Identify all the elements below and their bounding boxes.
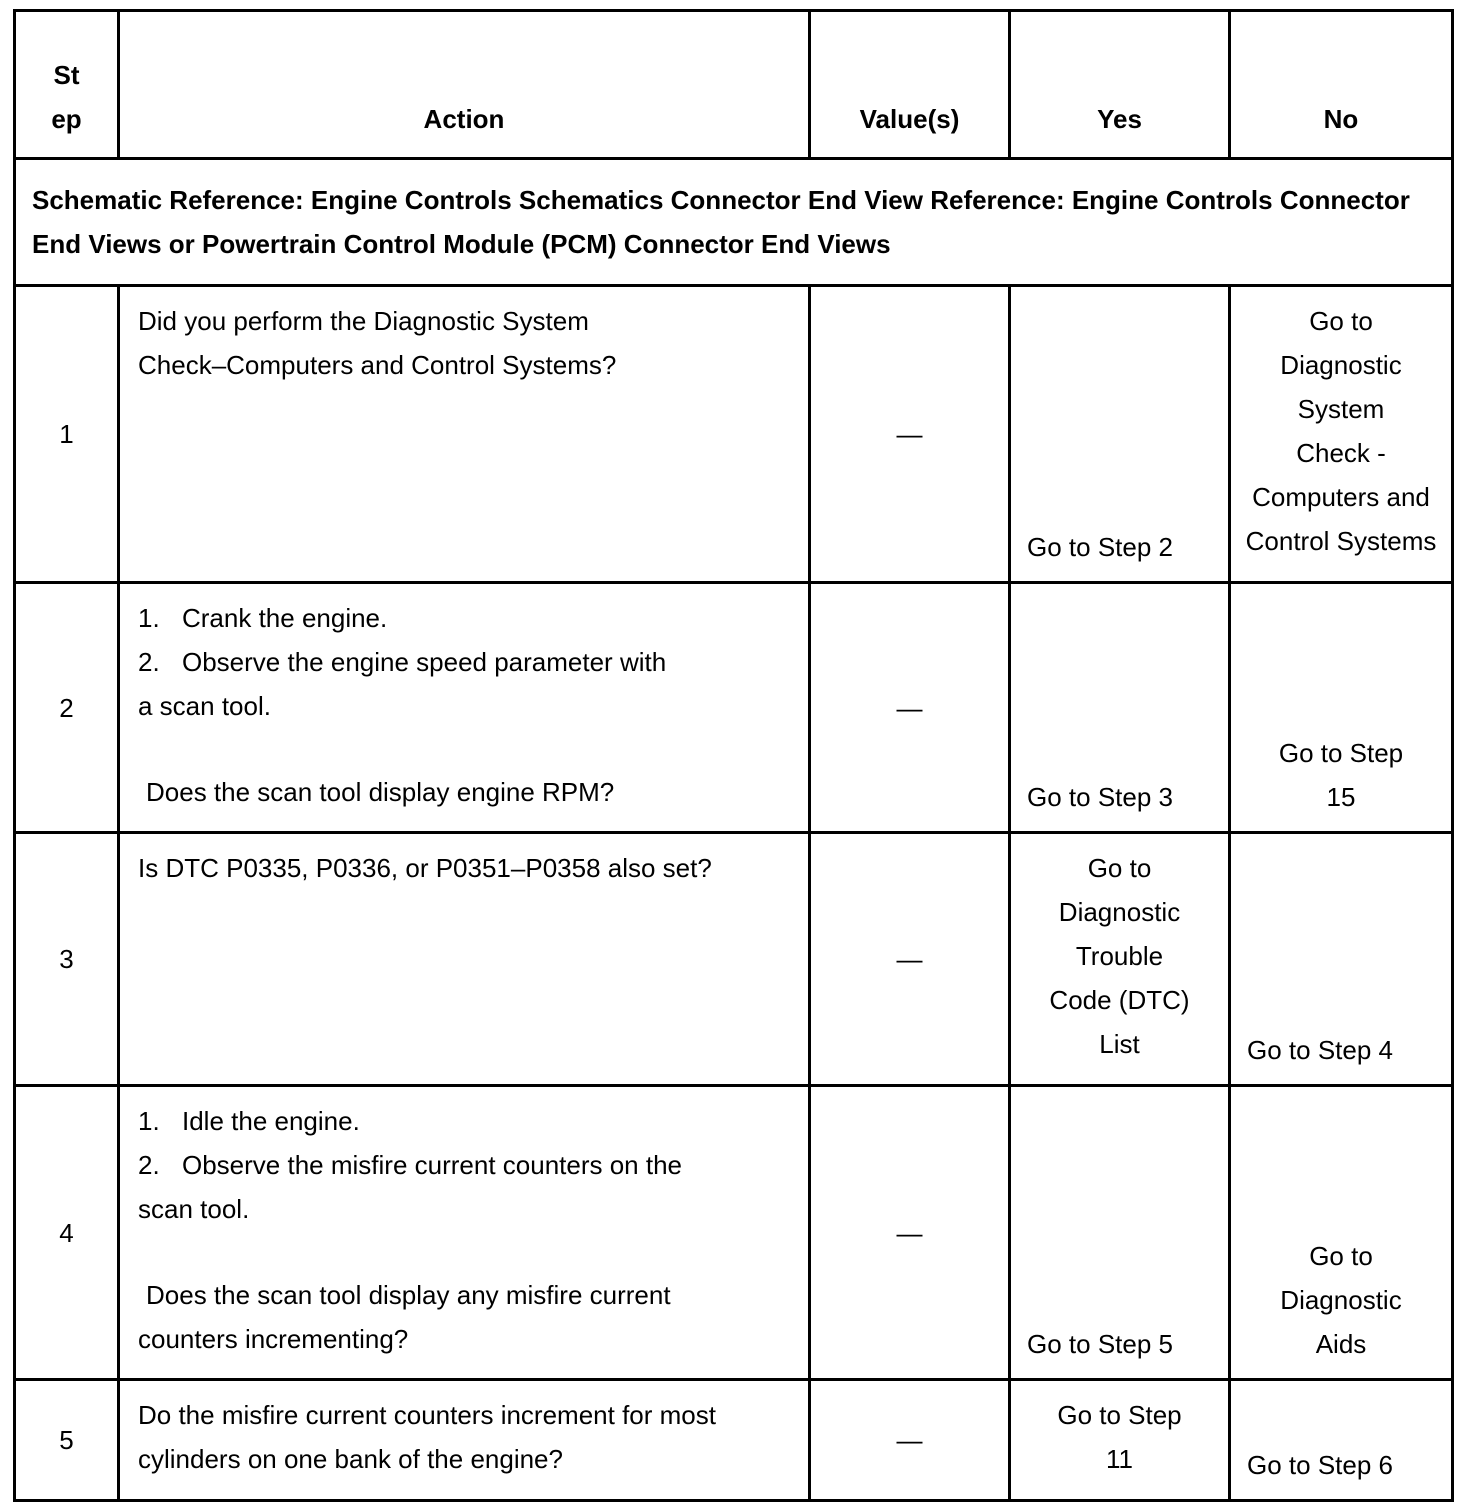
- step-number: 2: [15, 583, 119, 833]
- table-row: [15, 583, 1453, 833]
- no-cell: Go to Step 4: [1230, 833, 1453, 1086]
- action-cell: [119, 286, 810, 583]
- table-row: [15, 833, 1453, 1086]
- value-cell: —: [810, 286, 1010, 583]
- header-yes: Yes: [1010, 11, 1230, 159]
- action-list-continuation: a scan tool.: [138, 691, 271, 721]
- action-list-item: 2. Observe the engine speed parameter with: [138, 647, 667, 677]
- header-action: Action: [119, 11, 810, 159]
- yes-cell: Go to Diagnostic Trouble Code (DTC) List: [1010, 833, 1230, 1086]
- action-cell: [119, 833, 810, 1086]
- yes-cell: Go to Step 11: [1010, 1380, 1230, 1501]
- header-row: [15, 11, 1453, 159]
- table-row: [15, 1380, 1453, 1501]
- action-cell: [119, 583, 810, 833]
- header-no: No: [1230, 11, 1453, 159]
- action-question: Does the scan tool display engine RPM?: [146, 777, 615, 807]
- action-line: Is DTC P0335, P0336, or P0351–P0358 also set?: [138, 853, 712, 883]
- action-cell: [119, 1086, 810, 1380]
- action-question: Does the scan tool display any misfire current: [146, 1280, 671, 1310]
- value-cell: —: [810, 1380, 1010, 1501]
- step-number: 5: [15, 1380, 119, 1501]
- yes-cell: Go to Step 2: [1010, 286, 1230, 583]
- no-cell: Go to Diagnostic Aids: [1230, 1086, 1453, 1380]
- action-line: Check–Computers and Control Systems?: [138, 350, 617, 380]
- action-question-continuation: counters incrementing?: [138, 1324, 409, 1354]
- action-list-item: 1. Idle the engine.: [138, 1106, 360, 1136]
- action-line: Did you perform the Diagnostic System: [138, 306, 589, 336]
- header-values: Value(s): [810, 11, 1010, 159]
- value-cell: —: [810, 583, 1010, 833]
- table-row: [15, 286, 1453, 583]
- action-line: Do the misfire current counters increment for most: [138, 1400, 716, 1430]
- yes-cell: Go to Step 3: [1010, 583, 1230, 833]
- no-cell: Go to Step 15: [1230, 583, 1453, 833]
- action-list-item: 2. Observe the misfire current counters on the: [138, 1150, 683, 1180]
- step-number: 4: [15, 1086, 119, 1380]
- diagnostic-table: [13, 9, 1454, 1502]
- action-cell: [119, 1380, 810, 1501]
- reference-row: [15, 159, 1453, 286]
- no-cell: Go to Diagnostic System Check - Computers and Control Systems: [1230, 286, 1453, 583]
- table-row: [15, 1086, 1453, 1380]
- no-cell: Go to Step 6: [1230, 1380, 1453, 1501]
- value-cell: —: [810, 833, 1010, 1086]
- yes-cell: Go to Step 5: [1010, 1086, 1230, 1380]
- schematic-reference: Schematic Reference: Engine Controls Schematics Connector End View Reference: Engine Controls Connector End Views or Powertrain Control Module (PCM) Connector End Views: [15, 159, 1453, 286]
- action-line: cylinders on one bank of the engine?: [138, 1444, 563, 1474]
- header-step: St ep: [15, 11, 119, 159]
- action-list-continuation: scan tool.: [138, 1194, 250, 1224]
- action-list-item: 1. Crank the engine.: [138, 603, 388, 633]
- step-number: 3: [15, 833, 119, 1086]
- value-cell: —: [810, 1086, 1010, 1380]
- step-number: 1: [15, 286, 119, 583]
